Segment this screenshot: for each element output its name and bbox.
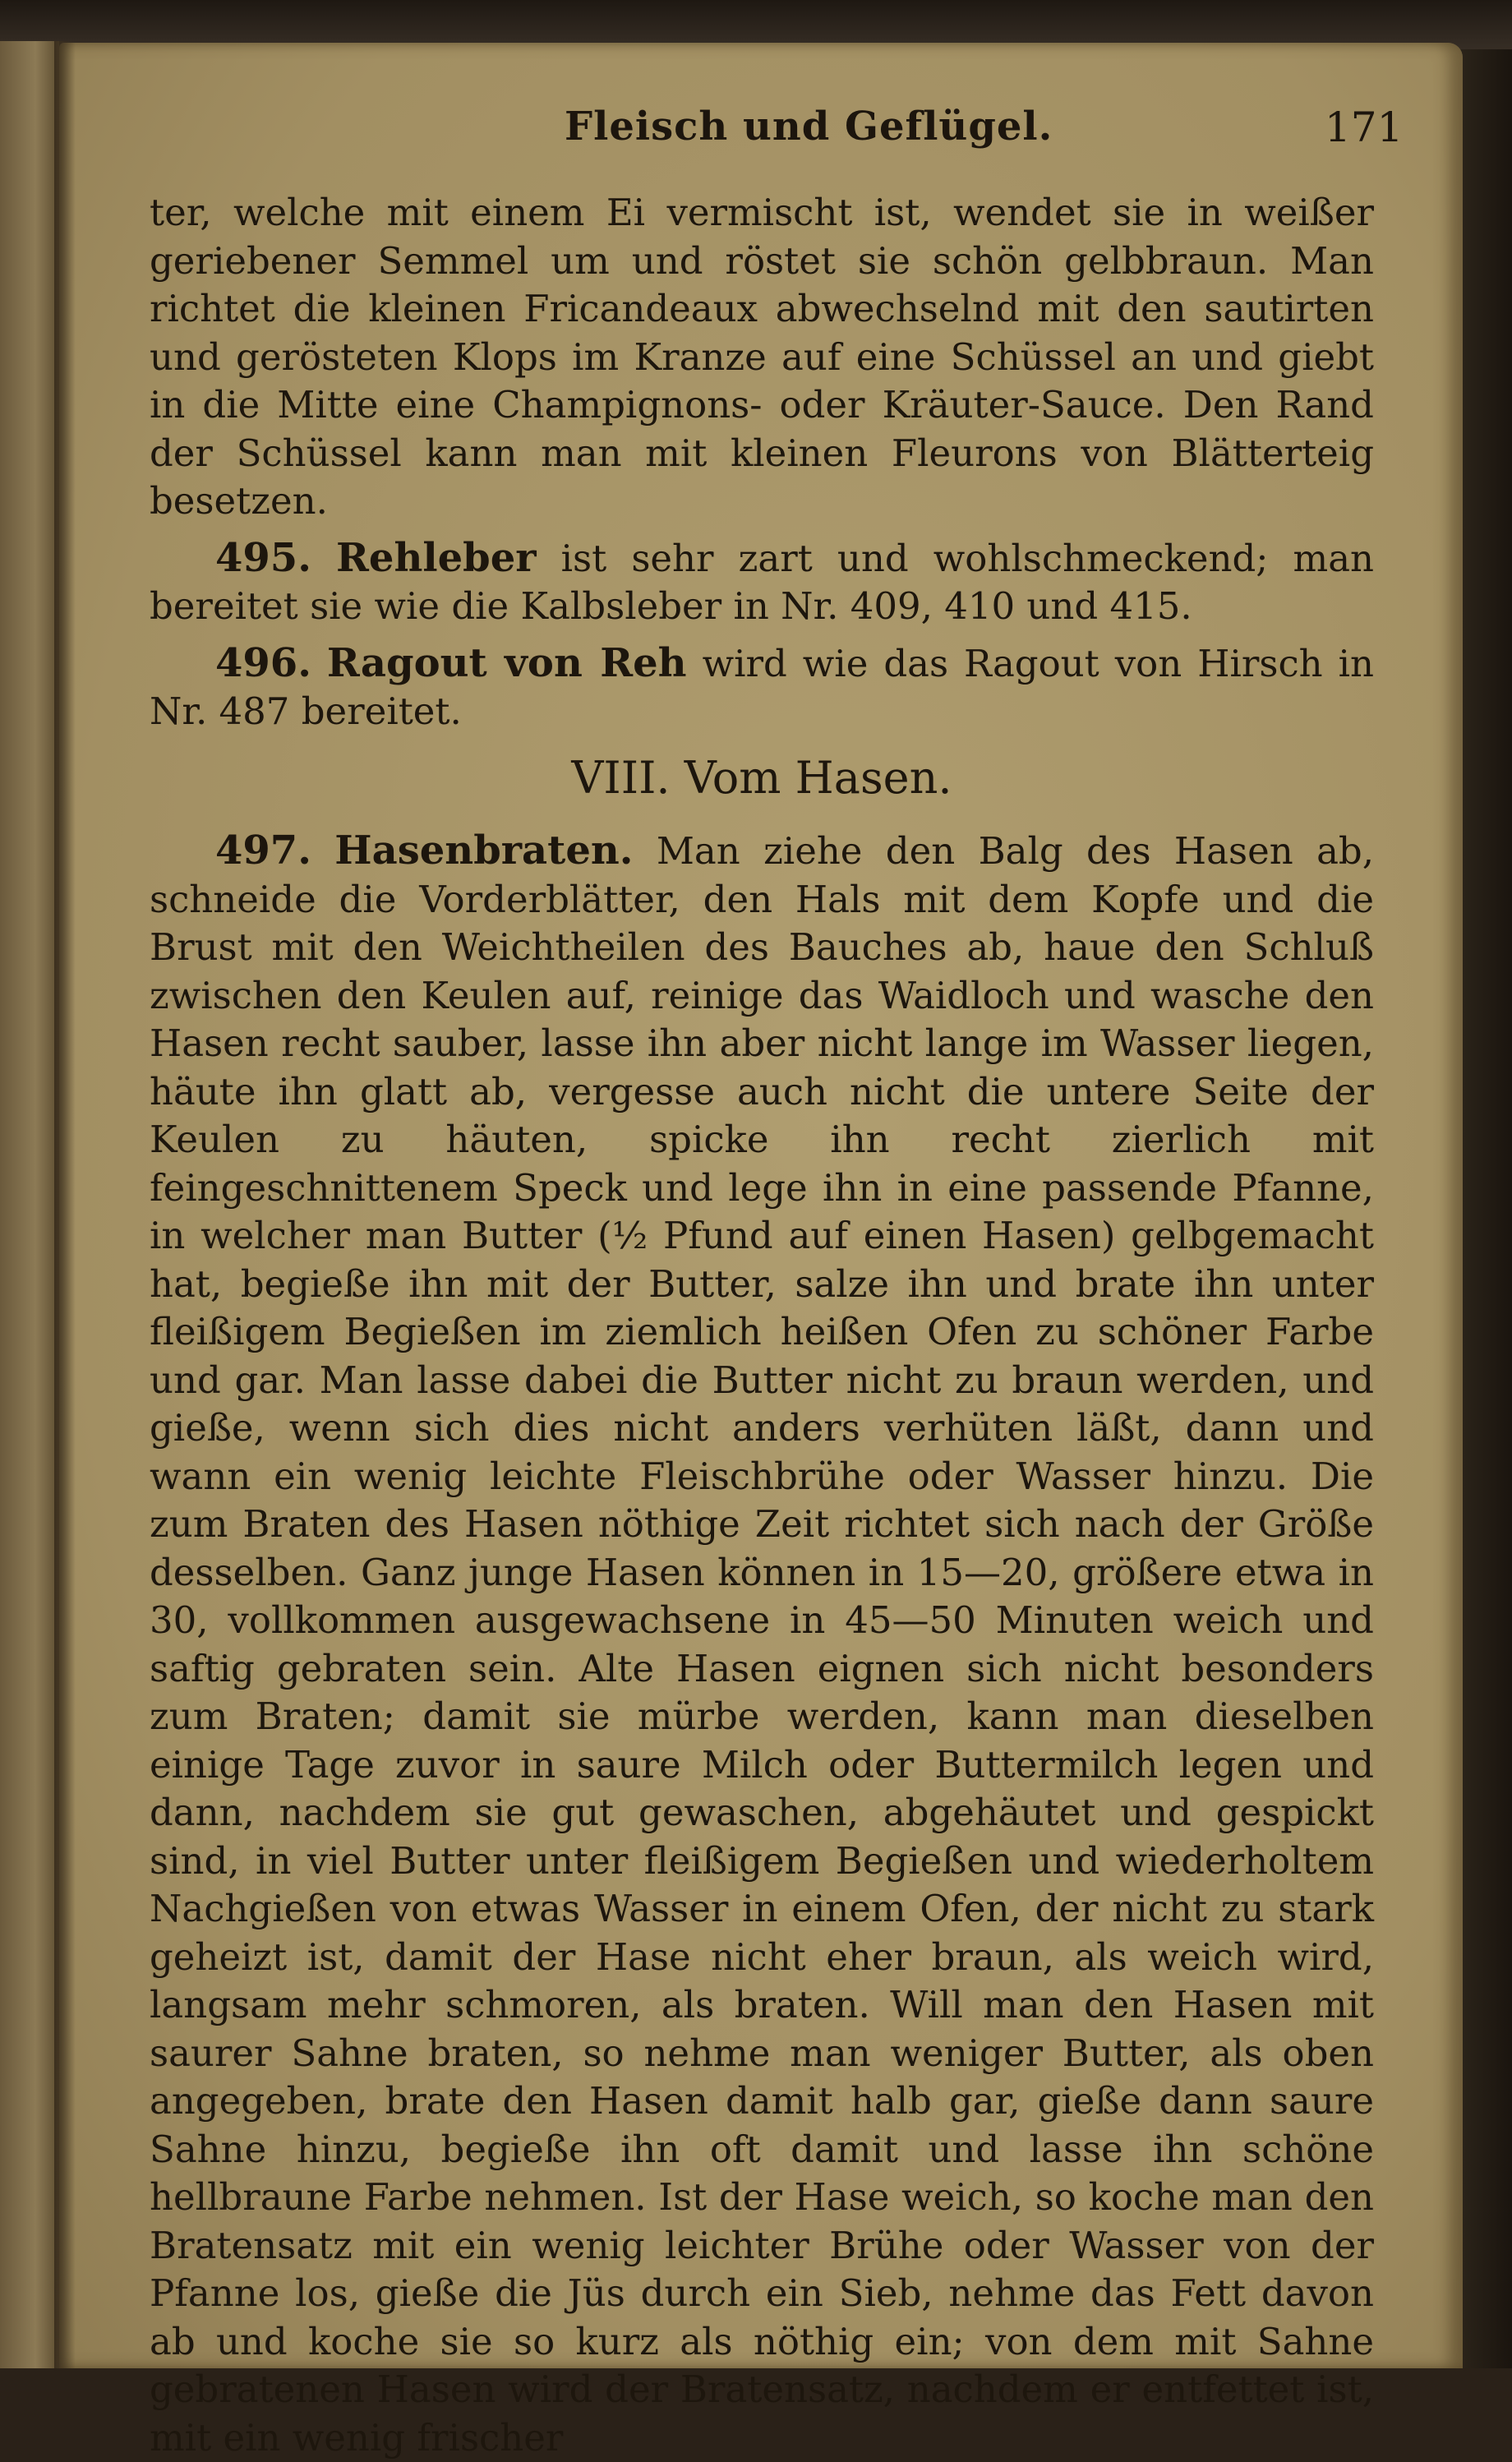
- previous-page-edge: [0, 41, 59, 2368]
- section-title: VIII. Vom Hasen.: [571, 751, 952, 804]
- page-body: [150, 189, 1374, 2462]
- recipe-title: Rehleber: [336, 534, 537, 581]
- recipe-number: 497.: [215, 828, 311, 874]
- running-head: Fleisch und Geflügel.: [565, 104, 1053, 150]
- recipe-496: [150, 639, 1374, 736]
- recipe-497: [150, 827, 1374, 2462]
- recipe-title: Hasenbraten.: [334, 828, 634, 874]
- page-header: [59, 104, 1463, 169]
- recipe-text: wird wie das Ragout von Hirsch in Nr. 487 bereitet.: [150, 641, 1375, 733]
- book-page: [59, 43, 1463, 2460]
- recipe-number: 495.: [215, 534, 311, 581]
- recipe-text: ist sehr zart und wohlschmeckend; man bereitet sie wie die Kalbsleber in Nr. 409, 410 und 415.: [150, 536, 1375, 628]
- recipe-title: Ragout von Reh: [326, 639, 687, 686]
- recipe-number: 496.: [215, 639, 311, 686]
- gutter-shadow: [54, 41, 76, 2368]
- book-cover-edge: [1459, 49, 1512, 2368]
- paragraph-continuation: ter, welche mit einem Ei vermischt ist, wendet sie in weißer geriebener Semmel um und röstet sie schön gelbbraun. Man richtet die kleinen Fricandeaux abwechselnd mit den sautirten und gerösteten Klops im Kranze auf eine Schüssel an und giebt in die Mitte eine Champignons- oder Kräuter-Sauce. Den Rand der Schüssel kann man mit kleinen Fleurons von Blätterteig besetzen.: [150, 191, 1374, 523]
- recipe-495: [150, 534, 1374, 631]
- recipe-text: Man ziehe den Balg des Hasen ab, schneide die Vorderblätter, den Hals mit dem Kopfe und die Brust mit den Weichtheilen des Bauches ab, haue den Schluß zwischen den Keulen auf, reinige das Waidloch und wasche den Hasen recht sauber, lasse ihn aber nicht lange im Wasser liegen, häute ihn glatt ab, vergesse auch nicht die untere Seite der Keulen zu häuten, spicke ihn recht zierlich mit feingeschnittenem Speck und lege ihn in eine passende Pfanne, in welcher man Butter (½ Pfund auf einen Hasen) gelbgemacht hat, begieße ihn mit der Butter, salze ihn und brate ihn unter fleißigem Begießen im ziemlich heißen Ofen zu schöner Farbe und gar. Man lasse dabei die Butter nicht zu braun werden, und gieße, wenn sich dies nicht anders verhüten läßt, dann und wann ein wenig leichte Fleischbrühe oder Wasser hinzu. Die zum Braten des Hasen nöthige Zeit richtet sich nach der Größe desselben. Ganz junge Hasen können in 15—20, größere etwa in 30, vollkommen ausgewachsene in 45—50 Minuten weich und saftig gebraten sein. Alte Hasen eignen sich nicht besonders zum Braten; damit sie mürbe werden, kann man dieselben einige Tage zuvor in saure Milch oder Buttermilch legen und dann, nachdem sie gut gewaschen, abgehäutet und gespickt sind, in viel Butter unter fleißigem Begießen und wiederholtem Nachgießen von etwas Wasser in einem Ofen, der nicht zu stark geheizt ist, damit der Hase nicht eher braun, als weich wird, langsam mehr schmoren, als braten. Will man den Hasen mit saurer Sahne braten, so nehme man weniger Butter, als oben angegeben, brate den Hasen damit halb gar, gieße dann saure Sahne hinzu, begieße ihn oft damit und lasse ihn schöne hellbraune Farbe nehmen. Ist der Hase weich, so koche man den Bratensatz mit ein wenig leichter Brühe oder Wasser von der Pfanne los, gieße die Jüs durch ein Sieb, nehme das Fett davon ab und koche sie so kurz als nöthig ein; von dem mit Sahne gebratenen Hasen wird der Bratensatz, nachdem er entfettet ist, mit ein wenig frischer: [150, 829, 1375, 2460]
- page-number: 171: [1325, 104, 1404, 151]
